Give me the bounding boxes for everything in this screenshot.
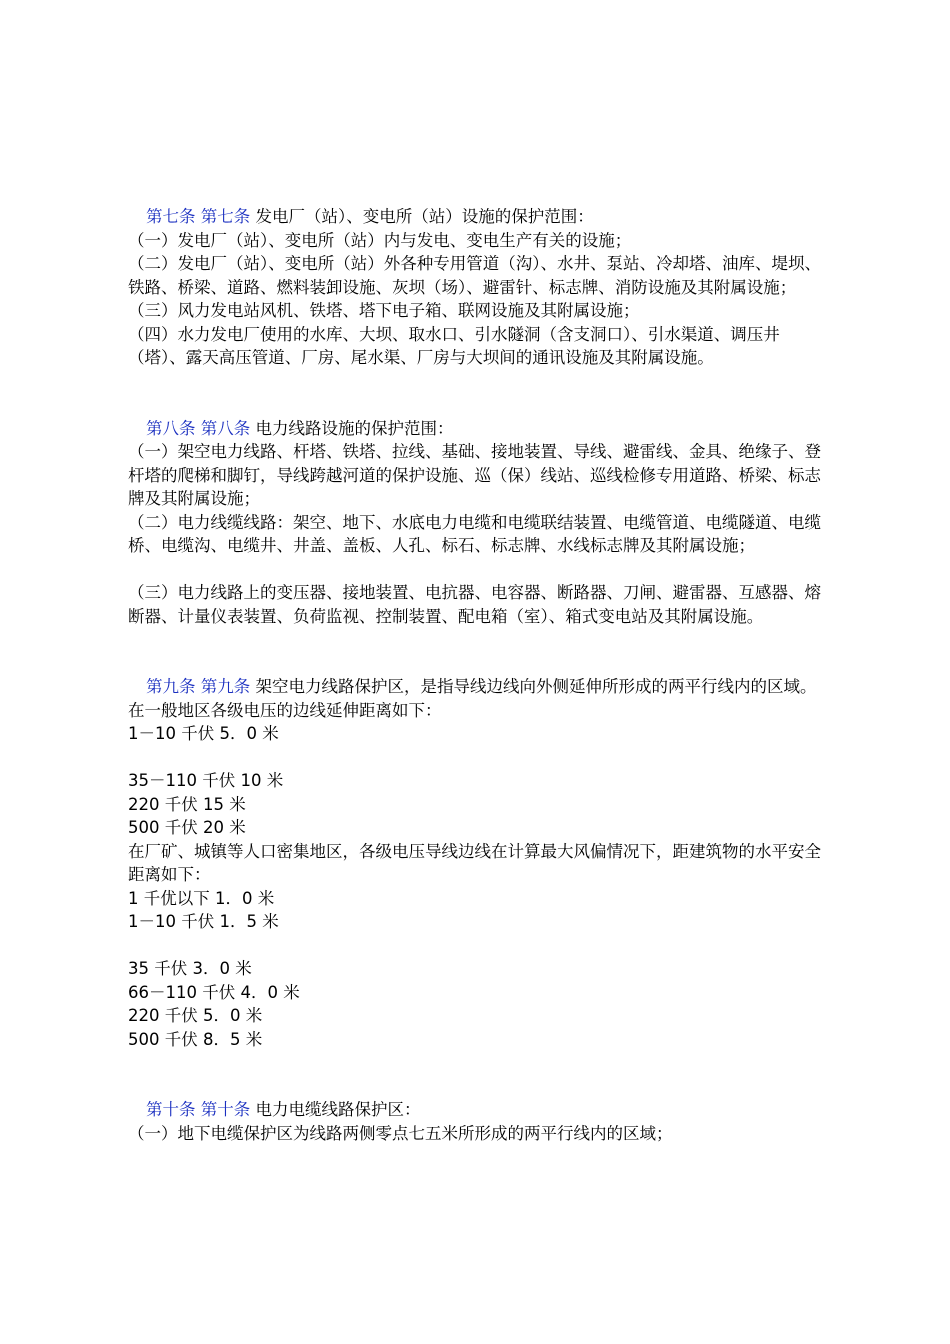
- article-8-item-2: （二）电力线缆线路：架空、地下、水底电力电缆和电缆联结装置、电缆管道、电缆隧道、电缆桥、电缆沟、电缆井、井盖、盖板、人孔、标石、标志牌、水线标志牌及其附属设施；: [128, 512, 821, 555]
- article-8-title: 电力线路设施的保护范围：: [255, 418, 454, 438]
- article-7-item-4: （四）水力发电厂使用的水库、大坝、取水口、引水隧洞（含支洞口）、引水渠道、调压井（塔）、露天高压管道、厂房、尾水渠、厂房与大坝间的通讯设施及其附属设施。: [128, 324, 780, 367]
- document-page: [124, 205, 836, 1145]
- article-9-general-line-4: 500 千伏 20 米: [128, 818, 246, 837]
- article-10-heading: [124, 1098, 836, 1122]
- article-8-item-1: （一）架空电力线路、杆塔、铁塔、拉线、基础、接地装置、导线、避雷线、金具、绝缘子、登杆塔的爬梯和脚钉，导线跨越河道的保护设施、巡（保）线站、巡线检修专用道路、桥梁、标志牌及其附属设施；: [128, 442, 821, 508]
- article-7-item-2: （二）发电厂（站）、变电所（站）外各种专用管道（沟）、水井、泵站、冷却塔、油库、堤坝、铁路、桥梁、道路、燃料装卸设施、灰坝（场）、避雷针、标志牌、消防设施及其附属设施；: [128, 254, 821, 297]
- article-7-item-1: （一）发电厂（站）、变电所（站）内与发电、变电生产有关的设施；: [128, 230, 632, 250]
- article-10-number-repeat: 第十条: [200, 1100, 251, 1119]
- article-7-number-repeat: 第七条: [200, 207, 251, 226]
- article-9-heading: [124, 675, 836, 699]
- article-7-title: 发电厂（站）、变电所（站）设施的保护范围：: [255, 207, 594, 226]
- article-8-number-repeat: 第八条: [200, 418, 251, 438]
- article-10-number: 第十条: [146, 1100, 196, 1119]
- article-9-dense-intro: 在厂矿、城镇等人口密集地区，各级电压导线边线在计算最大风偏情况下，距建筑物的水平安全距离如下：: [128, 841, 821, 884]
- article-9-number: 第九条: [146, 677, 196, 696]
- spacer: [124, 558, 836, 582]
- article-9-dense-line-1: 1 千优以下 1．0 米: [128, 888, 275, 908]
- article-7-heading: [124, 205, 836, 229]
- article-9-dense-line-4: 66－110 千伏 4．0 米: [128, 982, 300, 1002]
- article-7-item-3: （三）风力发电站风机、铁塔、塔下电子箱、联网设施及其附属设施；: [128, 301, 640, 320]
- article-9-general-intro: 在一般地区各级电压的边线延伸距离如下：: [128, 700, 442, 720]
- article-9-general-line-2: 35－110 千伏 10 米: [128, 771, 284, 790]
- article-9-dense-line-2: 1－10 千伏 1．5 米: [128, 912, 279, 931]
- article-9-dense-line-3: 35 千伏 3．0 米: [128, 959, 252, 978]
- article-9-dense-line-5: 220 千伏 5．0 米: [128, 1006, 263, 1025]
- article-9-general-line-1: 1－10 千伏 5．0 米: [128, 724, 279, 743]
- article-8-heading: [124, 417, 836, 441]
- article-9-general-line-3: 220 千伏 15 米: [128, 794, 246, 814]
- article-8-item-3: （三）电力线路上的变压器、接地装置、电抗器、电容器、断路器、刀闸、避雷器、互感器、熔断器、计量仪表装置、负荷监视、控制装置、配电箱（室）、箱式变电站及其附属设施。: [128, 583, 821, 626]
- article-8-number: 第八条: [146, 418, 196, 438]
- spacer: [124, 370, 836, 417]
- spacer: [124, 628, 836, 675]
- article-7-number: 第七条: [146, 207, 196, 226]
- spacer: [124, 746, 836, 770]
- spacer: [124, 1051, 836, 1098]
- article-10-item-1: （一）地下电缆保护区为线路两侧零点七五米所形成的两平行线内的区域；: [128, 1123, 673, 1143]
- article-9-dense-line-6: 500 千伏 8．5 米: [128, 1029, 263, 1049]
- spacer: [124, 934, 836, 958]
- article-9-number-repeat: 第九条: [200, 677, 251, 696]
- article-9-title: 架空电力线路保护区，是指导线边线向外侧延伸所形成的两平行线内的区域。: [255, 677, 817, 696]
- article-10-title: 电力电缆线路保护区：: [255, 1100, 421, 1119]
